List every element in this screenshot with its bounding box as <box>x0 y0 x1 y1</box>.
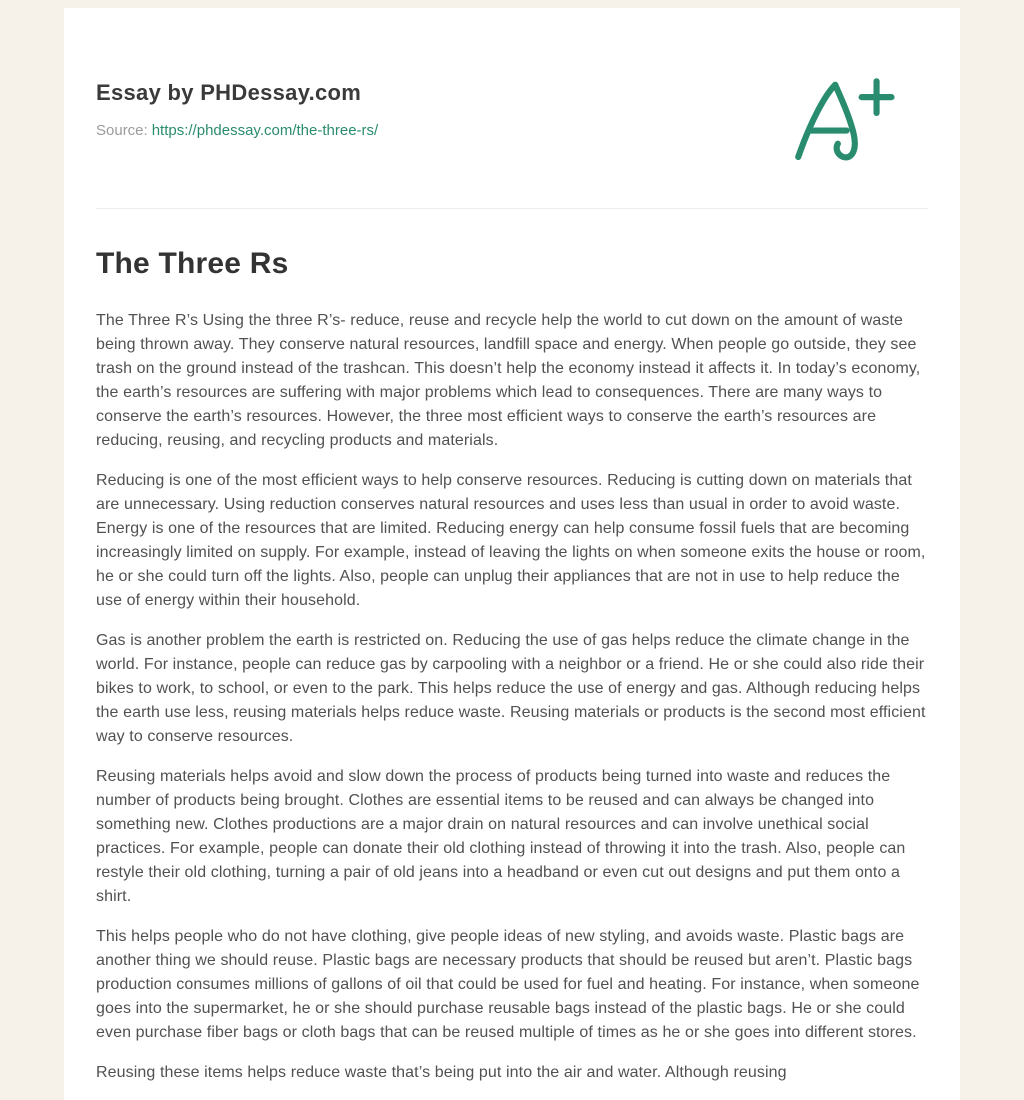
site-title: Essay by PHDessay.com <box>96 80 362 105</box>
card-header <box>96 80 928 164</box>
source-url-link[interactable]: https://phdessay.com/the-three-rs/ <box>151 122 379 139</box>
essay-paragraph-2: Reducing is one of the most efficient ways to help conserve resources. Reducing is cutting down on materials that are unnecessary. Using reduction conserves natural resources and uses less than usual in order to avoid waste. Energy is one of the resources that are limited. Reducing energy can help consume fossil fuels that are becoming increasingly limited on supply. For example, instead of leaving the lights on when someone exits the house or room, he or she could turn off the lights. Also, people can unplug their appliances that are not in use to help reduce the use of energy within their household. <box>96 472 926 609</box>
essay-title: The Three Rs <box>96 247 289 280</box>
source-label: Source: <box>96 122 148 139</box>
phdessay-a-plus-logo-icon <box>788 76 900 164</box>
source-line <box>96 122 378 139</box>
header-text-block <box>96 80 378 139</box>
essay-content <box>96 247 928 1085</box>
essay-card <box>64 8 960 1100</box>
essay-paragraph-3: Gas is another problem the earth is restricted on. Reducing the use of gas helps reduce the climate change in the world. For instance, people can reduce gas by carpooling with a neighbor or a friend. He or she could also ride their bikes to work, to school, or even to the park. This helps reduce the use of energy and gas. Although reducing helps the earth use less, reusing materials helps reduce waste. Reusing materials or products is the second most efficient way to conserve resources. <box>96 632 926 745</box>
essay-paragraph-5: This helps people who do not have clothing, give people ideas of new styling, and avoids waste. Plastic bags are another thing we should reuse. Plastic bags are necessary products that should be reused but aren’t. Plastic bags production consumes millions of gallons of oil that could be used for fuel and heating. For instance, when someone goes into the supermarket, he or she should purchase reusable bags instead of the plastic bags. He or she could even purchase fiber bags or cloth bags that can be reused multiple of times as he or she goes into different stores. <box>96 928 920 1041</box>
essay-body <box>96 309 928 1085</box>
essay-paragraph-4: Reusing materials helps avoid and slow down the process of products being turned into waste and reduces the number of products being brought. Clothes are essential items to be reused and can always be changed into something new. Clothes productions are a major drain on natural resources and can involve unethical social practices. For example, people can donate their old clothing instead of throwing it into the trash. Also, people can restyle their old clothing, turning a pair of old jeans into a headband or even cut out designs and put them onto a shirt. <box>96 768 906 905</box>
essay-paragraph-1: The Three R’s Using the three R’s- reduce, reuse and recycle help the world to cut down on the amount of waste being thrown away. They conserve natural resources, landfill space and energy. When people go outside, they see trash on the ground instead of the trashcan. This doesn’t help the economy instead it affects it. In today’s economy, the earth’s resources are suffering with major problems which lead to consequences. There are many ways to conserve the earth’s resources. However, the three most efficient ways to conserve the earth’s resources are reducing, reusing, and recycling products and materials. <box>96 312 921 449</box>
header-divider <box>96 208 928 209</box>
essay-paragraph-6: Reusing these items helps reduce waste that’s being put into the air and water. Although reusing <box>96 1064 787 1081</box>
